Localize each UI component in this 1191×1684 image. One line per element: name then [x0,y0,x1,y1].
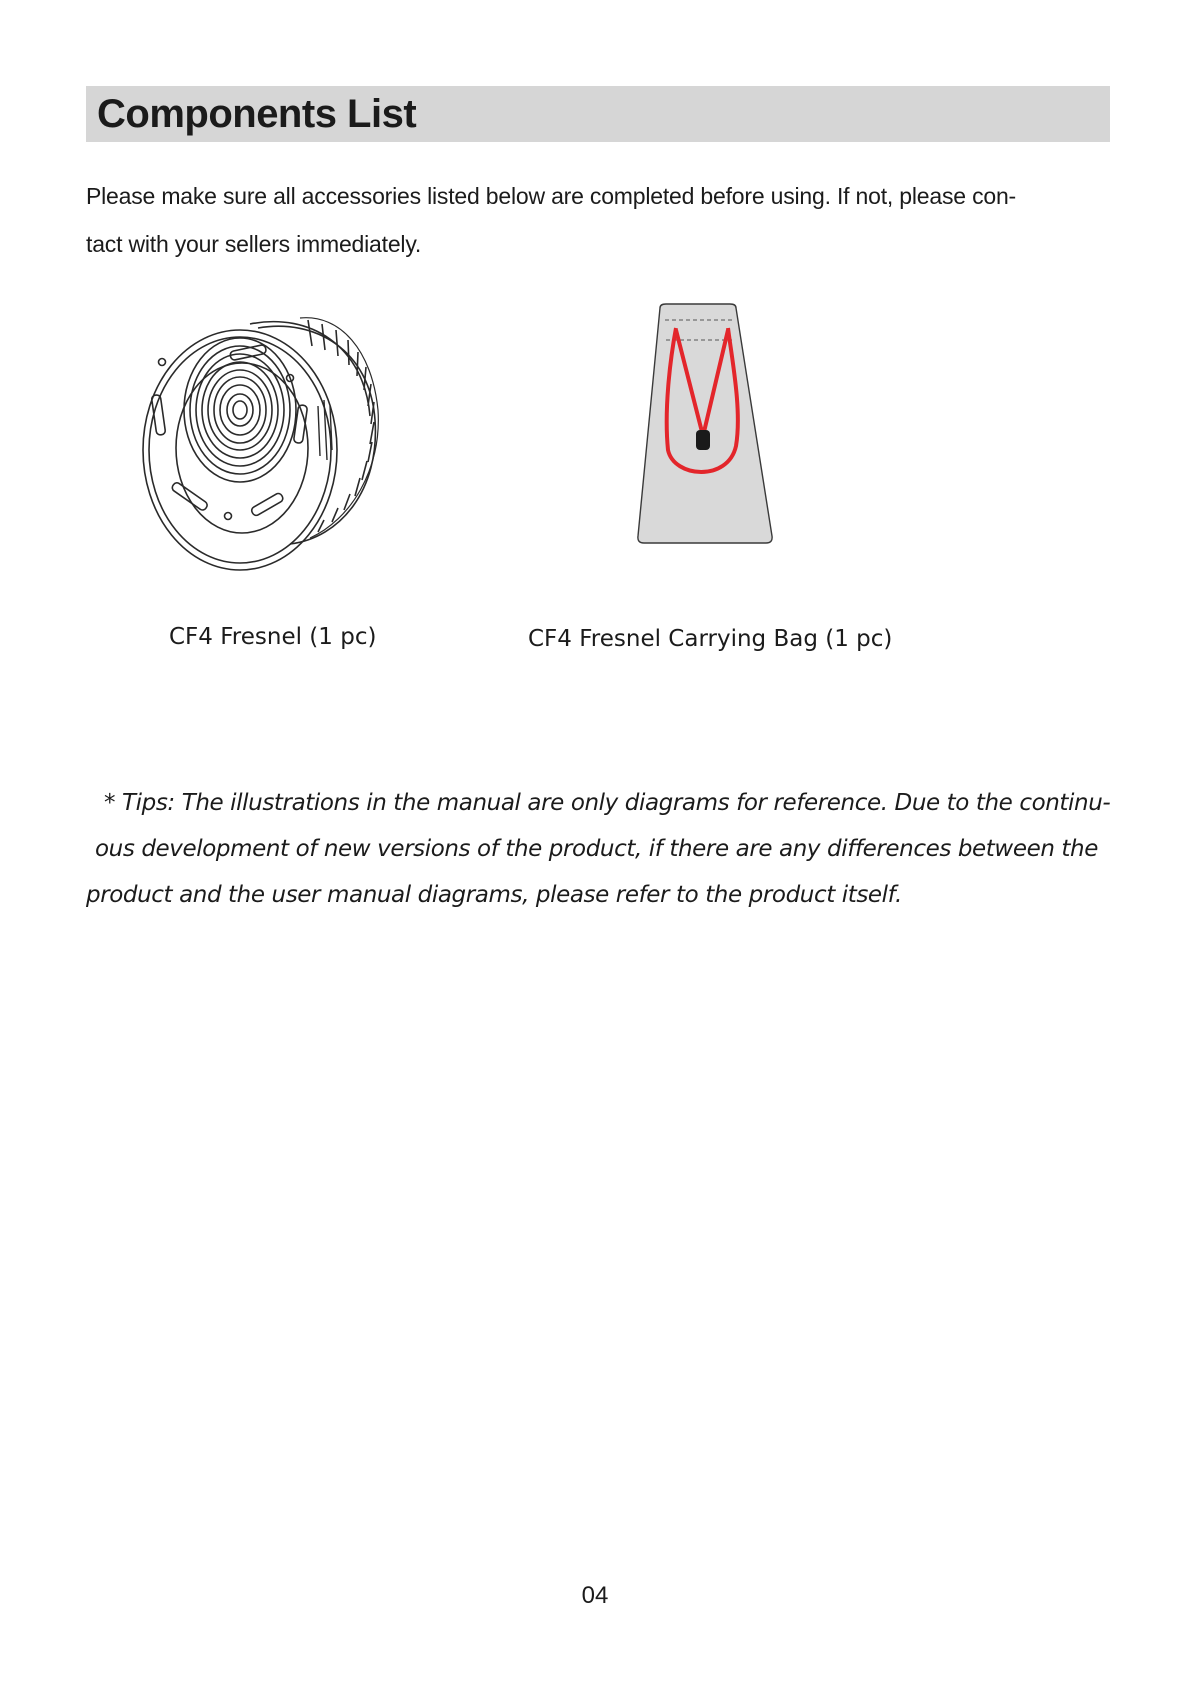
intro-line-2: tact with your sellers immediately. [86,231,422,257]
tips-line-3: product and the user manual diagrams, please refer to the product itself. [86,882,902,908]
section-title-bar [86,86,1110,142]
page-title: Components List [97,92,417,136]
carrying-bag-icon [620,300,790,575]
tips-line-1: * Tips: The illustrations in the manual are only diagrams for reference. Due to the continu- [104,790,1111,816]
page-number: 04 [581,1582,609,1609]
intro-paragraph [86,172,1116,268]
tips-note [86,780,1116,918]
bag-caption: CF4 Fresnel Carrying Bag (1 pc) [528,626,893,652]
intro-line-1: Please make sure all accessories listed below are completed before using. If not, please con- [86,183,1017,209]
fresnel-lens-icon [140,310,410,585]
tips-line-2: ous development of new versions of the product, if there are any differences between the [95,836,1098,862]
fresnel-caption: CF4 Fresnel (1 pc) [169,624,377,650]
